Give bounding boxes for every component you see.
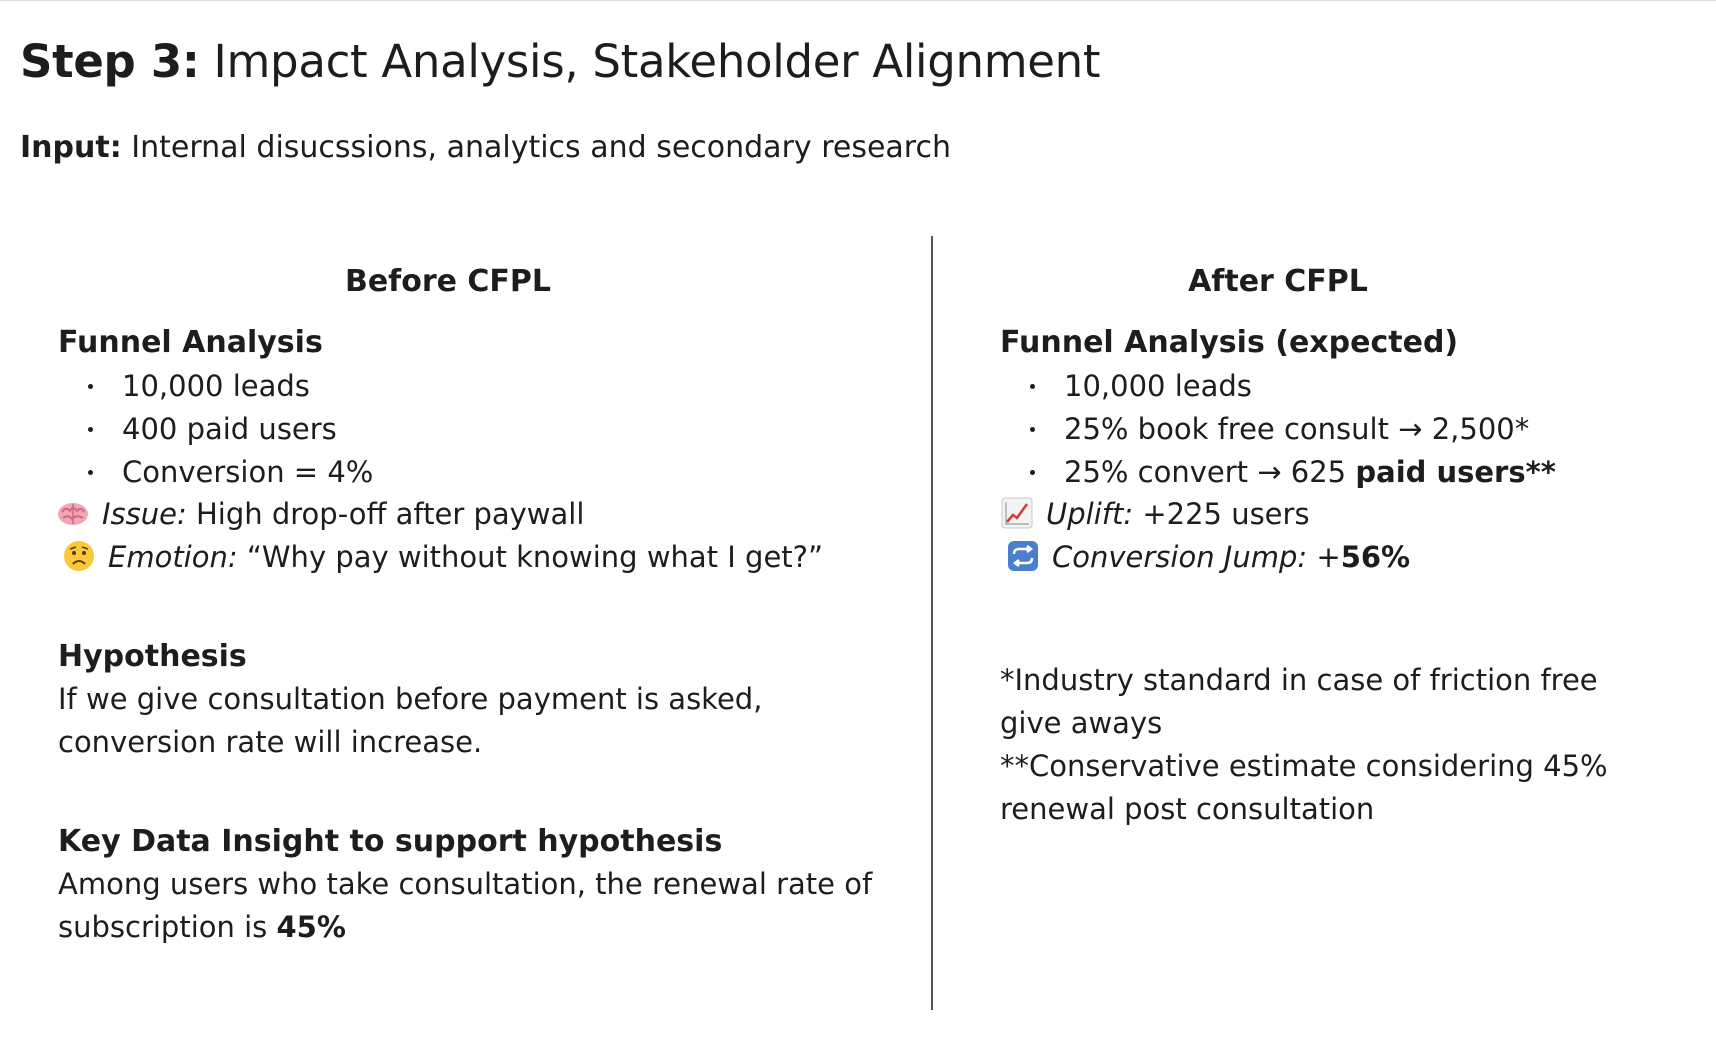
before-funnel-title: Funnel Analysis <box>58 325 323 360</box>
list-item-text: 25% book free consult → 2,500* <box>1064 412 1530 446</box>
bullet-dot <box>1030 470 1035 475</box>
conversion-jump-value: 56% <box>1340 540 1411 574</box>
insight-line-2-text: subscription is <box>58 910 268 944</box>
insight-line-1: Among users who take consultation, the renewal rate of <box>58 867 873 901</box>
insight-line-2 <box>58 906 346 949</box>
bullet-dot <box>88 384 93 389</box>
list-item-text: 10,000 leads <box>122 369 310 403</box>
hypothesis-title: Hypothesis <box>58 639 247 674</box>
footnote-1-line-1: *Industry standard in case of friction free <box>1000 663 1598 697</box>
list-item <box>1000 451 1556 494</box>
list-item-text: 10,000 leads <box>1064 369 1252 403</box>
insight-value: 45% <box>276 910 346 944</box>
issue-line <box>56 493 584 536</box>
after-funnel-list <box>1000 365 1556 494</box>
footnote-1-line-2: give aways <box>1000 706 1163 740</box>
top-rule <box>0 0 1716 1</box>
emotion-line <box>62 536 823 579</box>
list-item-bold: paid users** <box>1355 455 1556 489</box>
before-funnel-list <box>58 365 373 494</box>
bullet-dot <box>1030 427 1035 432</box>
bullet-dot <box>88 470 93 475</box>
title-text: Impact Analysis, Stakeholder Alignment <box>213 35 1101 88</box>
after-funnel-title: Funnel Analysis (expected) <box>1000 325 1459 360</box>
chart-increasing-icon <box>1000 496 1034 530</box>
repeat-icon <box>1006 539 1040 573</box>
uplift-label: Uplift: <box>1046 497 1134 531</box>
worried-face-icon <box>62 539 96 573</box>
footnote-2-line-2: renewal post consultation <box>1000 792 1375 826</box>
conversion-jump-sign: + <box>1316 540 1341 574</box>
input-text: Internal disucssions, analytics and secondary research <box>131 130 951 165</box>
input-line <box>20 128 951 168</box>
uplift-text: +225 users <box>1142 497 1310 531</box>
brain-icon <box>56 496 90 530</box>
emotion-label: Emotion: <box>108 540 238 574</box>
list-item <box>1000 365 1556 408</box>
issue-text: High drop-off after paywall <box>195 497 585 531</box>
insight-title: Key Data Insight to support hypothesis <box>58 824 723 859</box>
hypothesis-line-2: conversion rate will increase. <box>58 725 483 759</box>
title-step-label: Step 3: <box>20 35 200 88</box>
uplift-line <box>1000 493 1310 536</box>
after-heading: After CFPL <box>1188 264 1368 299</box>
conversion-jump-label: Conversion Jump: <box>1052 540 1308 574</box>
list-item <box>58 451 373 494</box>
conversion-jump-line <box>1006 536 1410 579</box>
bullet-dot <box>1030 384 1035 389</box>
column-divider <box>931 236 933 1010</box>
list-item-text: 25% convert → 625 <box>1064 455 1347 489</box>
list-item <box>1000 408 1556 451</box>
hypothesis-line-1: If we give consultation before payment is asked, <box>58 682 763 716</box>
list-item <box>58 365 373 408</box>
page-title <box>20 32 1100 92</box>
issue-label: Issue: <box>102 497 187 531</box>
emotion-text: “Why pay without knowing what I get?” <box>246 540 824 574</box>
bullet-dot <box>88 427 93 432</box>
footnote-2-line-1: **Conservative estimate considering 45% <box>1000 749 1608 783</box>
list-item-text: 400 paid users <box>122 412 337 446</box>
input-label: Input: <box>20 130 122 165</box>
before-heading: Before CFPL <box>344 264 552 299</box>
list-item-text: Conversion = 4% <box>122 455 374 489</box>
list-item <box>58 408 373 451</box>
